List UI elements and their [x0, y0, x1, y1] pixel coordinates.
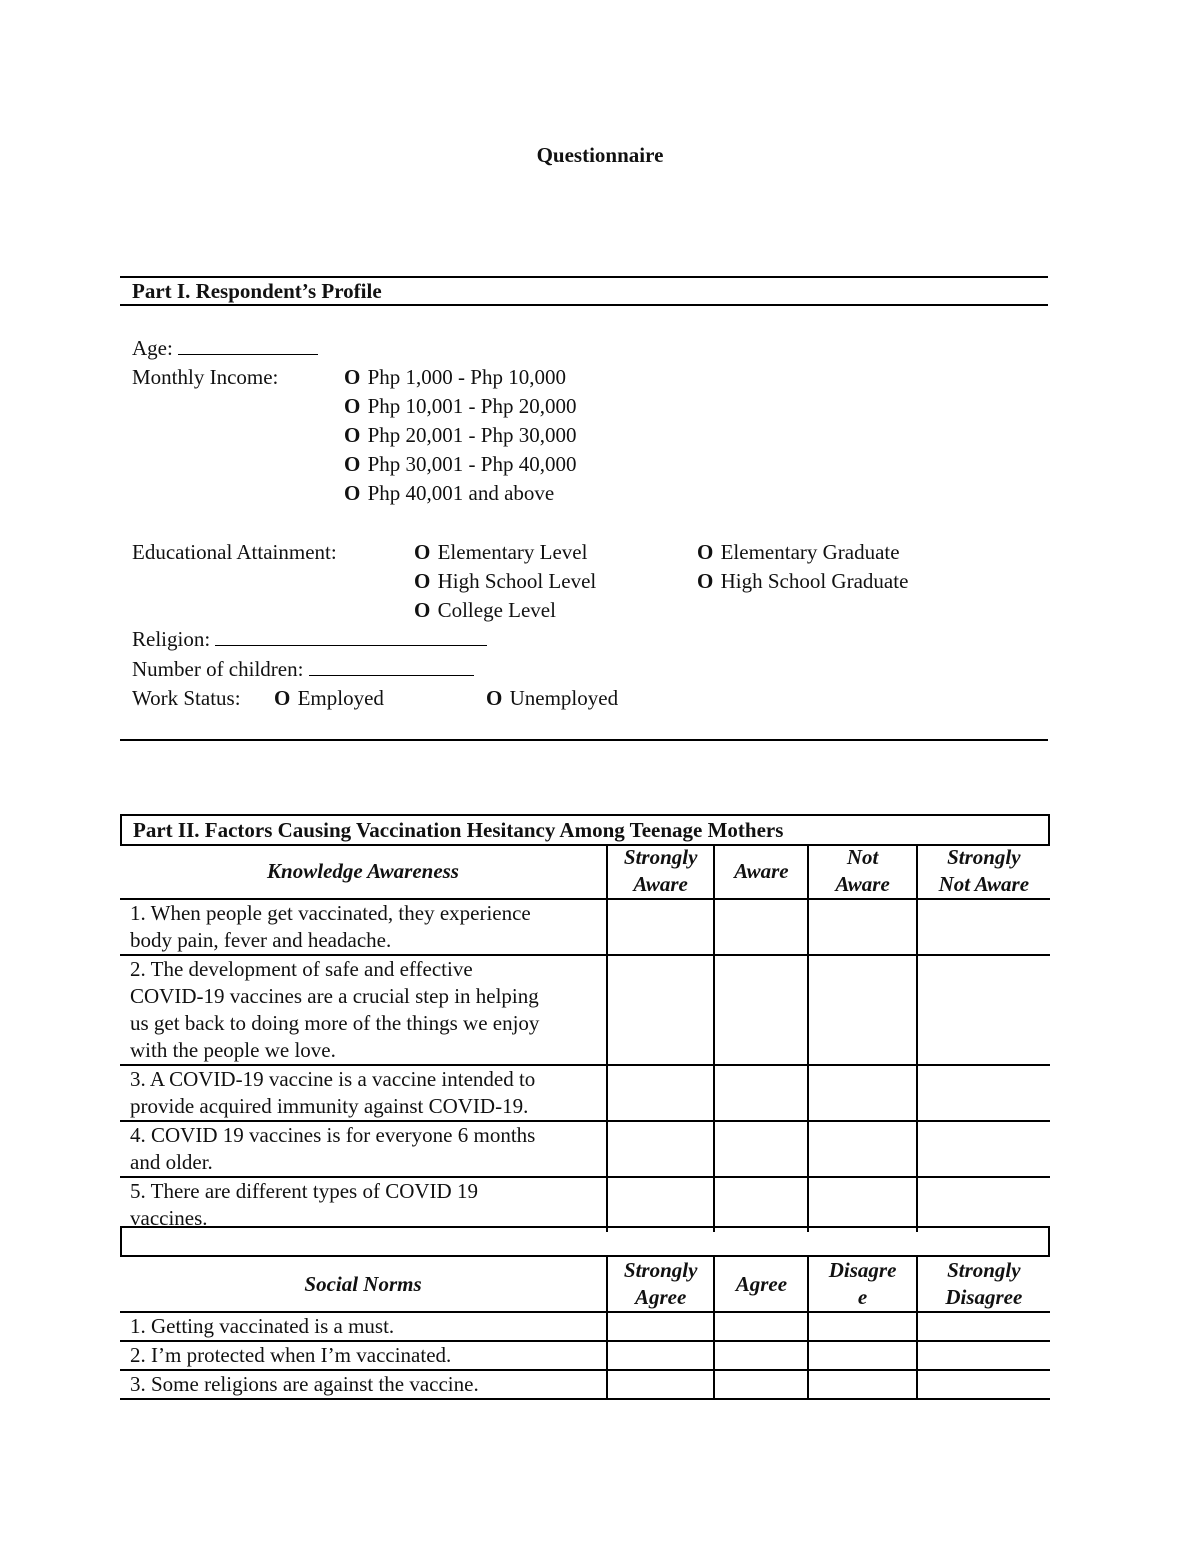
table-row	[120, 1177, 1050, 1232]
children-label: Number of children:	[132, 657, 304, 681]
table-row	[120, 1312, 1050, 1341]
income-label: Monthly Income:	[132, 365, 279, 389]
scale-header: Strongly Not Aware	[917, 844, 1050, 899]
response-cell[interactable]	[714, 1177, 808, 1232]
work-option[interactable]: O Unemployed	[486, 686, 619, 710]
scale-header: Disagre e	[808, 1257, 916, 1312]
part1-heading-rule	[120, 304, 1048, 306]
table-row	[120, 899, 1050, 955]
response-cell[interactable]	[808, 1121, 916, 1177]
age-field[interactable]	[178, 336, 318, 355]
scale-header: Aware	[714, 844, 808, 899]
table-row	[120, 955, 1050, 1065]
part1-top-rule	[120, 276, 1048, 278]
table-row	[120, 1341, 1050, 1370]
radio-circle-icon: O	[414, 569, 431, 593]
response-cell[interactable]	[607, 1312, 714, 1341]
income-option[interactable]: O Php 20,001 - Php 30,000	[344, 423, 577, 447]
income-option[interactable]: O Php 30,001 - Php 40,000	[344, 452, 577, 476]
income-option[interactable]: O Php 10,001 - Php 20,000	[344, 394, 577, 418]
response-cell[interactable]	[917, 1341, 1050, 1370]
scale-header: Not Aware	[808, 844, 916, 899]
education-option[interactable]: O Elementary Level	[414, 540, 588, 564]
statement-cell: 2. The development of safe and effective COVID-19 vaccines are a crucial step in helping us get back to doing more of the things we enjoy with the people we love.	[130, 957, 540, 1062]
social-norms-header: Social Norms	[304, 1271, 422, 1296]
response-cell[interactable]	[714, 1341, 808, 1370]
radio-circle-icon: O	[697, 540, 714, 564]
statement-cell: 1. Getting vaccinated is a must.	[130, 1314, 395, 1338]
radio-circle-icon: O	[344, 394, 361, 418]
response-cell[interactable]	[808, 1065, 916, 1121]
part2-heading-box	[120, 814, 1050, 846]
age-row	[132, 336, 318, 361]
response-cell[interactable]	[607, 1177, 714, 1232]
table-header-row	[120, 844, 1050, 899]
income-option[interactable]: O Php 1,000 - Php 10,000	[344, 365, 566, 389]
scale-header: Strongly Agree	[607, 1257, 714, 1312]
statement-cell: 2. I’m protected when I’m vaccinated.	[130, 1343, 452, 1367]
education-label: Educational Attainment:	[132, 540, 337, 564]
response-cell[interactable]	[917, 1312, 1050, 1341]
response-cell[interactable]	[607, 1370, 714, 1399]
work-option[interactable]: O Employed	[274, 686, 384, 710]
response-cell[interactable]	[917, 1065, 1050, 1121]
religion-row	[132, 627, 487, 652]
table-header-row	[120, 1257, 1050, 1312]
religion-field[interactable]	[215, 627, 487, 646]
knowledge-table	[120, 844, 1050, 1232]
table-row	[120, 1121, 1050, 1177]
religion-label: Religion:	[132, 627, 211, 651]
scale-header: Strongly Disagree	[917, 1257, 1050, 1312]
response-cell[interactable]	[917, 955, 1050, 1065]
age-label: Age:	[132, 336, 173, 360]
response-cell[interactable]	[714, 1065, 808, 1121]
education-option[interactable]: O College Level	[414, 598, 556, 622]
response-cell[interactable]	[917, 1121, 1050, 1177]
radio-circle-icon: O	[274, 686, 291, 710]
education-option[interactable]: O Elementary Graduate	[697, 540, 900, 564]
radio-circle-icon: O	[344, 365, 361, 389]
radio-circle-icon: O	[486, 686, 503, 710]
education-option[interactable]: O High School Level	[414, 569, 597, 593]
work-label: Work Status:	[132, 686, 241, 710]
response-cell[interactable]	[607, 1341, 714, 1370]
response-cell[interactable]	[714, 1121, 808, 1177]
table-separator	[120, 1226, 1050, 1257]
response-cell[interactable]	[607, 1065, 714, 1121]
statement-cell: 4. COVID 19 vaccines is for everyone 6 months and older.	[130, 1123, 536, 1174]
statement-cell: 1. When people get vaccinated, they experience body pain, fever and headache.	[130, 901, 531, 952]
page-title: Questionnaire	[536, 143, 664, 167]
radio-circle-icon: O	[344, 481, 361, 505]
children-row	[132, 657, 474, 682]
radio-circle-icon: O	[414, 540, 431, 564]
response-cell[interactable]	[714, 1370, 808, 1399]
statement-cell: 5. There are different types of COVID 19 vaccines.	[130, 1179, 478, 1230]
statement-cell: 3. A COVID-19 vaccine is a vaccine intended to provide acquired immunity against COVID-19.	[130, 1067, 536, 1118]
response-cell[interactable]	[808, 955, 916, 1065]
radio-circle-icon: O	[697, 569, 714, 593]
response-cell[interactable]	[808, 899, 916, 955]
response-cell[interactable]	[714, 1312, 808, 1341]
scale-header: Strongly Aware	[607, 844, 714, 899]
response-cell[interactable]	[808, 1370, 916, 1399]
part1-bottom-rule	[120, 739, 1048, 741]
table-row	[120, 1065, 1050, 1121]
response-cell[interactable]	[607, 899, 714, 955]
response-cell[interactable]	[808, 1341, 916, 1370]
knowledge-header: Knowledge Awareness	[267, 858, 459, 883]
table-row	[120, 1370, 1050, 1399]
part2-heading: Part II. Factors Causing Vaccination Hesitancy Among Teenage Mothers	[133, 818, 784, 842]
response-cell[interactable]	[917, 1370, 1050, 1399]
part1-heading: Part I. Respondent’s Profile	[132, 279, 382, 303]
radio-circle-icon: O	[344, 423, 361, 447]
response-cell[interactable]	[808, 1312, 916, 1341]
radio-circle-icon: O	[344, 452, 361, 476]
education-option[interactable]: O High School Graduate	[697, 569, 909, 593]
response-cell[interactable]	[917, 899, 1050, 955]
response-cell[interactable]	[714, 899, 808, 955]
scale-header: Agree	[714, 1257, 808, 1312]
income-option[interactable]: O Php 40,001 and above	[344, 481, 555, 505]
social-norms-table	[120, 1257, 1050, 1400]
response-cell[interactable]	[607, 1121, 714, 1177]
response-cell[interactable]	[714, 955, 808, 1065]
children-field[interactable]	[309, 657, 474, 676]
response-cell[interactable]	[808, 1177, 916, 1232]
statement-cell: 3. Some religions are against the vaccine.	[130, 1372, 479, 1396]
radio-circle-icon: O	[414, 598, 431, 622]
response-cell[interactable]	[607, 955, 714, 1065]
response-cell[interactable]	[917, 1177, 1050, 1232]
